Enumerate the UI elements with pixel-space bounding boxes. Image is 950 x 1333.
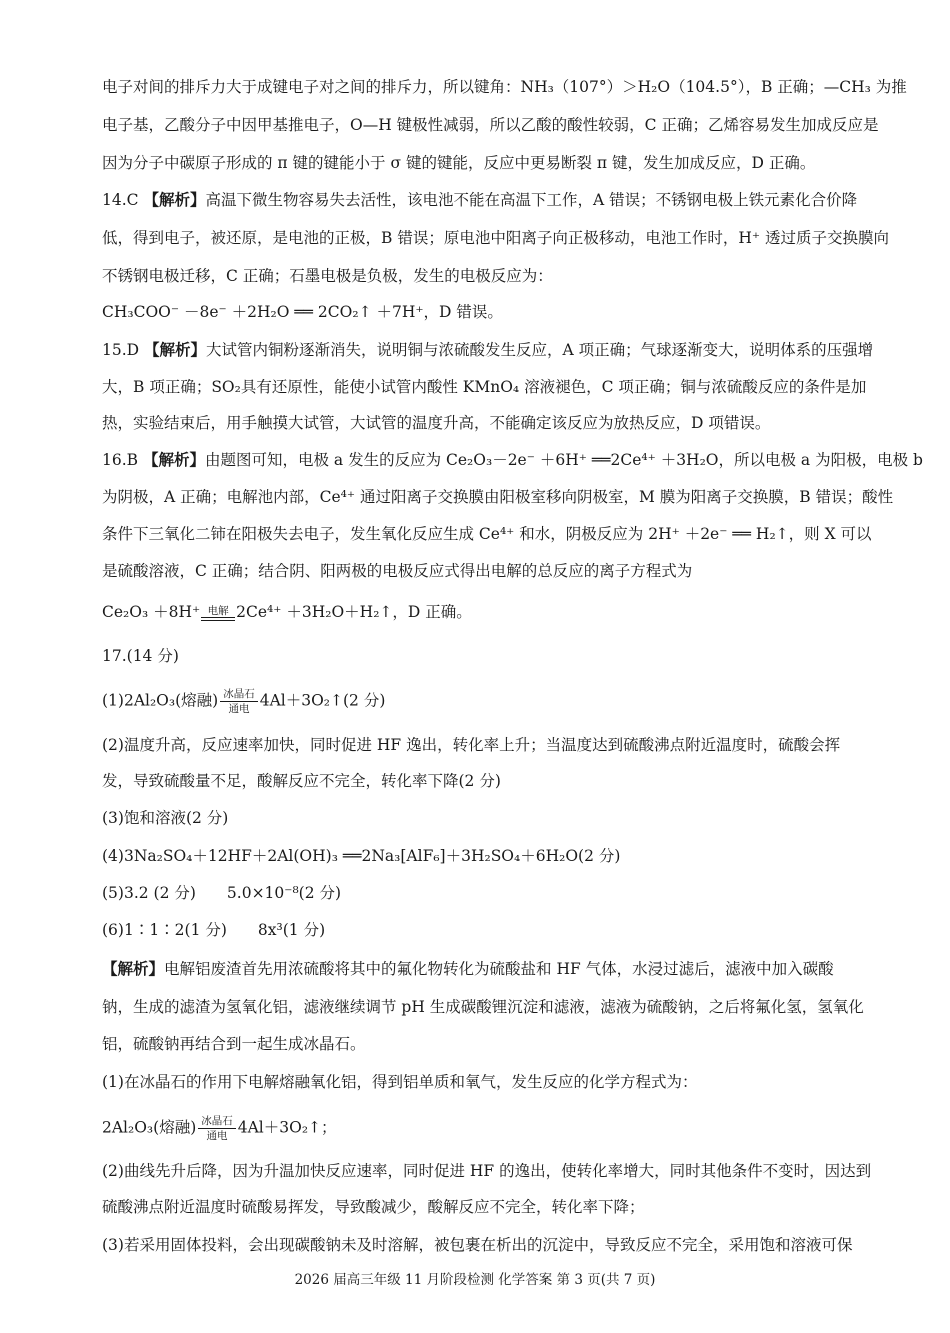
page-footer: 2026 届高三年级 11 月阶段检测 化学答案 第 3 页(共 7 页) — [294, 1272, 656, 1288]
q14-text: 高温下微生物容易失去活性，该电池不能在高温下工作，A 错误；不锈钢电极上铁元素化合价降 — [205, 191, 858, 209]
q16-line-1 — [102, 450, 923, 470]
q17-explain-3: (3)若采用固体投料，会出现碳酸钠未及时溶解，被包裹在析出的沉淀中，导致反应不完全，采用饱和溶液可保 — [102, 1236, 853, 1254]
analysis-tag: 【解析】 — [142, 450, 205, 469]
q14-number: 14.C — [102, 191, 139, 209]
reaction-condition: $\frac{\text{冰晶石}}{\text{通电}}$ — [198, 1115, 236, 1142]
q17-answer-2b: 发，导致硫酸量不足，酸解反应不完全，转化率下降(2 分) — [102, 772, 501, 790]
q17-answer-4: (4)3Na₂SO₄＋12HF＋2Al(OH)₃ ══2Na₃[AlF₆]＋3H₂SO₄＋6H₂O(2 分) — [102, 847, 621, 865]
analysis-tag: 【解析】 — [102, 959, 165, 978]
q15-number: 15.D — [102, 341, 140, 359]
q17-answer-1: (1)2Al₂O₃(熔融) $\frac{\text{冰晶石}}{\text{通电}}$ 4Al＋3O₂↑(2 分) — [102, 688, 386, 715]
q17-explain-1: (1)在冰晶石的作用下电解熔融氧化铝，得到铝单质和氧气，发生反应的化学方程式为： — [102, 1073, 698, 1091]
text-line: 电子对间的排斥力大于成键电子对之间的排斥力，所以键角：NH₃（107°）＞H₂O（104.5°），B 正确；—CH₃ 为推 — [102, 78, 907, 96]
q16-equation: Ce₂O₃ ＋8H⁺ 电解 2Ce⁴⁺ ＋3H₂O＋H₂↑，D 正确。 — [102, 603, 472, 621]
q16-number: 16.B — [102, 451, 139, 469]
analysis-tag: 【解析】 — [143, 190, 206, 209]
q16-line-4: 是硫酸溶液，C 正确；结合阴、阳两极的电极反应式得出电解的总反应的离子方程式为 — [102, 562, 693, 580]
q17-explain-equation: 2Al₂O₃(熔融) $\frac{\text{冰晶石}}{\text{通电}}$ 4Al＋3O₂↑； — [102, 1115, 337, 1142]
q17-analysis-3: 铝，硫酸钠再结合到一起生成冰晶石。 — [102, 1035, 366, 1053]
q15-text: 大试管内铜粉逐渐消失，说明铜与浓硫酸发生反应，A 项正确；气球逐渐变大，说明体系的压强增 — [206, 341, 874, 359]
text-line: 因为分子中碳原子形成的 π 键的键能小于 σ 键的键能，反应中更易断裂 π 键，发生加成反应，D 正确。 — [102, 154, 816, 172]
q16-line-3: 条件下三氧化二铈在阳极失去电子，发生氧化反应生成 Ce⁴⁺ 和水，阴极反应为 2H⁺ ＋2e⁻ ══ H₂↑，则 X 可以 — [102, 525, 872, 543]
q17-answer-3: (3)饱和溶液(2 分) — [102, 809, 229, 827]
reaction-condition: $\frac{\text{冰晶石}}{\text{通电}}$ — [220, 688, 258, 715]
q17-answer-5: (5)3.2 (2 分) 5.0×10⁻⁸(2 分) — [102, 884, 342, 902]
q17-answer-6: (6)1∶1∶2(1 分) 8x³(1 分) — [102, 921, 326, 939]
q17-explain-2a: (2)曲线先升后降，因为升温加快反应速率，同时促进 HF 的逸出，使转化率增大，同时其他条件不变时，因达到 — [102, 1162, 872, 1180]
q16-line-2: 为阴极，A 正确；电解池内部，Ce⁴⁺ 通过阳离子交换膜由阳极室移向阴极室，M 膜为阳离子交换膜，B 错误；酸性 — [102, 488, 894, 506]
q15-line-3: 热，实验结束后，用手触摸大试管，大试管的温度升高，不能确定该反应为放热反应，D 项错误。 — [102, 414, 771, 432]
q17-heading: 17.(14 分) — [102, 647, 179, 665]
q17-explain-2b: 硫酸沸点附近温度时硫酸易挥发，导致酸减少，酸解反应不完全，转化率下降； — [102, 1198, 645, 1216]
q17-analysis-2: 钠，生成的滤渣为氢氧化铝，滤液继续调节 pH 生成碳酸锂沉淀和滤液，滤液为硫酸钠，之后将氟化氢，氢氧化 — [102, 998, 864, 1016]
text-line: 电子基，乙酸分子中因甲基推电子，O—H 键极性减弱，所以乙酸的酸性较弱，C 正确；乙烯容易发生加成反应是 — [102, 116, 879, 134]
condition-arrow: 电解 — [201, 606, 235, 621]
q16-text: 由题图可知，电极 a 发生的反应为 Ce₂O₃－2e⁻ ＋6H⁺ ══2Ce⁴⁺ ＋3H₂O，所以电极 a 为阳极，电极 b — [205, 451, 923, 469]
q14-line-2: 低，得到电子，被还原，是电池的正极，B 错误；原电池中阳离子向正极移动，电池工作时，H⁺ 透过质子交换膜向 — [102, 229, 889, 247]
q14-line-3: 不锈钢电极迁移，C 正确；石墨电极是负极，发生的电极反应为： — [102, 267, 553, 285]
q15-line-1 — [102, 340, 873, 360]
analysis-tag: 【解析】 — [144, 340, 207, 359]
q14-equation: CH₃COO⁻ －8e⁻ ＋2H₂O ══ 2CO₂↑ ＋7H⁺，D 错误。 — [102, 303, 503, 321]
q17-analysis-1: 【解析】电解铝废渣首先用浓硫酸将其中的氟化物转化为硫酸盐和 HF 气体，水浸过滤后，滤液中加入碳酸 — [102, 959, 834, 978]
q17-answer-2a: (2)温度升高，反应速率加快，同时促进 HF 逸出，转化率上升；当温度达到硫酸沸点附近温度时，硫酸会挥 — [102, 736, 841, 754]
q14-line-1 — [102, 190, 857, 210]
q15-line-2: 大，B 项正确；SO₂具有还原性，能使小试管内酸性 KMnO₄ 溶液褪色，C 项正确；铜与浓硫酸反应的条件是加 — [102, 378, 867, 396]
